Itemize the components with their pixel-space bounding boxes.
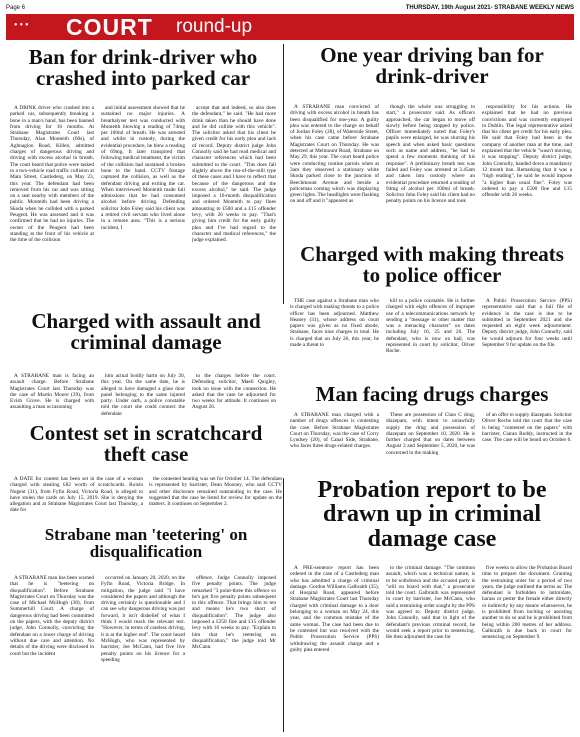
article-text: responsibility for his actions. He explained that he had no previous convictions and was currently employed in Dublin. The legal representative asked that his client get credit for his early plea. He said that Foley had been in the company of another man at the time, and explained that the vehicle "wasn't moving, it was stopping". Deputy district judge, John Connolly, handed down a mandatory 12 month ban. Remarking that it was a "high reading", he said he would impose "a higher than usual fine". Foley was ordered to pay a £500 fine and £15 offender with 26 weeks. [482, 104, 572, 199]
article-drugs-col2 [386, 412, 475, 476]
banner-court-title: COURT [66, 14, 153, 40]
article-text: kill to a police constable. He is further charged with eight offences of improper use of a telecommunications network by sending a "message or other matter that was a menacing character" on dates including July 16, 25 and 26. The defendant, who is now on bail, was represented in court by solicitor, Oliver Roche. [386, 298, 475, 355]
page-header [6, 4, 574, 14]
article-text: A Public Prosecution Service (PPS) representative said that a full file of evidence in the case is due to be submitted in September 2021 and she requested an eight week adjournment. Deputy district judge, John Connolly, said he would adjourn for four weeks until September 9 for update on the file. [482, 298, 572, 349]
column-divider [283, 44, 284, 304]
article-text: and initial assessment showed that he sustained no major injuries. A breathalyser test was conducted with Monteith blowing a reading of 74mg per 100ml of breath. He was arrested and whilst in custody, during the evidential procedure, he blew a reading of 69mg. It later transpired that following medical treatment, the victim of the collision had sustained a broken bone to the hand. CCTV footage captured the collision, as well as the defendant driving and exiting the car. When interviewed Monteith made full admissions that he had consumed alcohol before driving. Defending solicitor John Foley said his client was a retired civil servant who lived alone in a remote area. "This is a serious incident, I [101, 105, 185, 231]
headline-scratchcard-theft: Contest set in scratchcard theft case [29, 421, 263, 467]
headline-assault-damage: Charged with assault and criminal damage [31, 309, 261, 355]
article-oneyear-col3 [482, 104, 572, 244]
article-text: to the charges before the court. Defending solicitor, Maeli Quigley, took no issue with the connection. He asked that the case be adjourned for two weeks for attitude. It continues on August 26. [192, 373, 276, 411]
headline-threats-police: Charged with making threats to police officer [300, 242, 564, 288]
article-text: A DATE for contest has been set in the case of a woman charged with stealing £82 worth of scratchcards. Roisin Nugent (31), from Fyfin Road, Victoria Road, is alleged to have stolen the cards on July 15, 2019. She is denying the allegation and at Strabane Magistrates Court last Thursday, a date for [10, 476, 143, 514]
article-text: occurred on January 20, 2020, on the Fyfin Road, Victoria Bridge. In mitigation, the judge said "I have considered the papers and although the driving certainly is questionable and I can see why dangerous driving was put forward, it isn't disbelief of what I think I would reach the relevant test. "However, in terms of careless driving, it is at the higher end". The court heard McHugh, who was represented by barrister, Joe McCann, had five live penalty points on his licence for a speeding [101, 575, 185, 663]
headline-drugs-charges: Man facing drugs charges [315, 382, 549, 406]
article-probation-col3 [482, 565, 572, 731]
article-text: of an offer to supply diazepam. Solicitor Oliver Roche told the court that the case is being "contested on the papers" with barrister, Ciaran Roddy, instructed in the case. The case will be heard on October 6. [482, 412, 572, 444]
article-text: to the criminal damage. "The common assault, which was a technical nature, is to be withdrawn and the accused party is "still on board with that," a prosecutor told the court. Galbraith was represented in court by barrister, Joe McCann, who said a restraining order sought by the PPS was agreed to. Deputy district judge, John Connolly, said that in light of the defendant's previous criminal record, he would seek a report prior to sentencing. He then adjourned the case for [386, 565, 475, 641]
article-teetering-col2 [101, 575, 185, 731]
article-text: A PRE-sentence report has been ordered in the case of a Castlederg man who has admitted a charge of criminal damage. Gordon Williams Galbraith (35), of Hospital Road, appeared before Strabane Magistrates Court last Thursday charged with criminal damage to a door belonging to a woman on May 24, this year, and the common mistake of the same woman. The case had been due to be contested but was resolved with the Public Prosecution Service (PPS) withdrawing the assault charge and a guilty plea entered [290, 565, 379, 653]
article-oneyear-col2 [386, 104, 475, 244]
article-assault-col3 [192, 373, 276, 417]
article-text: offence. Judge Connolly imposed five penalty points. The judge remarked "3 point-three this offence so he's got five penalty points subsequent to this offence. That brings him to ten and means he's two short of disqualification". The judge also imposed a £250 fine and £15 offender levy with 10 weeks to pay. "Explain to him that he's teetering on disqualification," the judge told Mr McCann. [192, 575, 276, 651]
article-text: THE case against a Strabane man who is charged with making threats to a police officer has been adjourned. Matthew Heaney (31), whose address on court papers was given as no fixed abode, Strabane, faces nine charges in total. He is charged that on July 26, this year, he made a threat to [290, 298, 379, 349]
article-assault-col1 [10, 373, 94, 417]
headline-probation-report: Probation report to be drawn up in criminal damage case [317, 477, 547, 552]
article-threats-col1 [290, 298, 379, 376]
article-assault-col2 [101, 373, 185, 417]
article-text: A STRABANE man is facing an assault charge. Before Strabane Magistrates Court last Thursday was the case of Martin Moore (39), from Evish Grove. He is charged with assaulting a man occasioning [10, 373, 94, 411]
article-text: the contested hearing was set for October 14. The defendant is represented by barrister, Dean Mooney, who said CCTV and other disclosure remained outstanding in the case. He suggested that the case be listed for review for update on the matters. It continues on September 2. [149, 476, 282, 508]
article-text: A STRABANE man convicted of driving with excess alcohol in breath has been disqualified for one-year. A guilty plea was entered to the charge on behalf of Jordan Foley (28), of Waterside Street, when his case came before Strabane Magistrates Court on Thursday. He was detected at Melmount Road, Strabane on May 29, this year. The court heard police were conducting routine patrols when at 3am they observed a stationary white Skoda parked close to the junction of Beechmount Avenue and beside a policeman coming which was displaying green lights. The headlights were flashing on and off and it "appeared as [290, 104, 379, 205]
article-text: A STRABANE man has been warned that he is "teetering on disqualification". Before Strabane Magistrates Court on Thursday was the case of Michael McHugh (38), from Summerhill Court. A charge of dangerous driving had been committed on the papers, with the deputy district judge, John Connolly, convicting the defendant on a lower charge of driving without due care and attention. No details of the driving were disclosed in court but the incident [10, 575, 94, 657]
page-number: Page 6 [6, 5, 26, 11]
column-divider [283, 478, 284, 732]
headline-one-year-ban: One year driving ban for drink-driver [320, 43, 544, 89]
article-text: accept that and indeed, so also does the defendant," he said. "He had more drink taken than he should have done and he did collide with this vehicle". The solicitor asked that his client be given credit for his early plea and lack of record. Deputy district judge John Connolly said he had read medical and character references which had been submitted to the court. "This does fall slightly above the run-of-the-mill type of these cases and I have to reflect that because of the dangerous and the excess alcohol," he said. The judge imposed a 16-month disqualification and ordered Monteith to pay fines amounting to £500 and a £15 offender levy, with 26 weeks to pay. "That's giving him credit for the early guilty plea and I've had regard to the character and medical references," the judge explained. [192, 105, 276, 244]
article-drugs-col1 [290, 412, 379, 476]
article-scratchcard-col2 [149, 476, 282, 521]
article-threats-col3 [482, 298, 572, 376]
banner-roundup-subtitle: round-up [176, 16, 253, 37]
article-teetering-col1 [10, 575, 94, 731]
article-text: These are possession of Class C drug, diazepam, with intent to unlawfully supply the drug and possession of diazepam on September 10, 2020. He is further charged that on dates between August 3 and September 5, 2020, he was concerned in the making [386, 412, 475, 456]
article-text: him actual bodily harm on July 20, this year. On the same date, he is alleged to have damaged a glass door panel belonging to the same injured party. Under oath, a police constable told the court she could connect the defendant [101, 373, 185, 417]
article-text: five weeks to allow the Probation Board time to prepare the document. Granting the restraining order for a period of two years, the judge outlined the terms as: The defendant is forbidden to intimidate, harass or pester the female either directly or indirectly by any means whatsoever, he is prohibited from inciting or assisting another to do so and he is prohibited from being within 200 metres of her address. Galbraith is due back in court for sentencing on September 9. [482, 565, 572, 641]
banner-ornament: ••• [14, 20, 31, 31]
headline-ban-drink-driver: Ban for drink-driver who crashed into parked car [28, 45, 258, 91]
section-banner [6, 14, 574, 40]
article-drugs-col3 [482, 412, 572, 476]
article-text: though the whole was struggling to start," a prosecutor said. As officers approached, the car began to move off slowly before being stopped by police. Officer immediately noted that Foley's pupils were enlarged, he was slurring his speech and when asked basic questions such as name and address, "he had to spend a few moments thinking of his response". A preliminary breath test was failed and Foley was arrested at 3.45am and taken into custody where an evidential procedure returned a reading of 94mg of alcohol per 100ml of breath. Solicitor John Foley said his client had no penalty points on his licence and took [386, 104, 475, 205]
headline-teetering: Strabane man 'teetering' on disqualification [44, 525, 248, 562]
article-teetering-col3 [192, 575, 276, 731]
issue-date-line: THURSDAY, 19th August 2021- STRABANE WEEKLY NEWS [405, 5, 574, 11]
article-probation-col2 [386, 565, 475, 731]
article-scratchcard-col1 [10, 476, 143, 521]
article-text: A STRABANE man charged with a number of drugs offences is contesting the case. Before Strabane Magistrates Court on Thursday, was the case of Corry Lyndsey (20), of Canal Side, Strabane, who faces three drugs-related charges. [290, 412, 379, 450]
article-threats-col2 [386, 298, 475, 376]
article-oneyear-col1 [290, 104, 379, 244]
article-probation-col1 [290, 565, 379, 731]
article-text: A DRINK driver who crashed into a parked car, subsequently breaking a bone in a man's hand, has been banned from driving for 16 months. At Strabane Magistrates Court last Thursday, Alan Monteith (60s), of Aghnaglon Road, Killen, admitted charges of dangerous driving and driving with excess alcohol in breath. The court heard that police were tasked to a two-vehicle road traffic collision at Main Street, Castlederg, on May 23, this year. The defendant had been removed from his car and was sitting on a seat nearby with members of the public. Monteith had been driving a Skoda when he collided with a parked Peugeot. He was assessed and it was confirmed that he had no injuries. The owner of the Peugeot had been standing at the front of his vehicle at the time of the collision [10, 105, 94, 244]
